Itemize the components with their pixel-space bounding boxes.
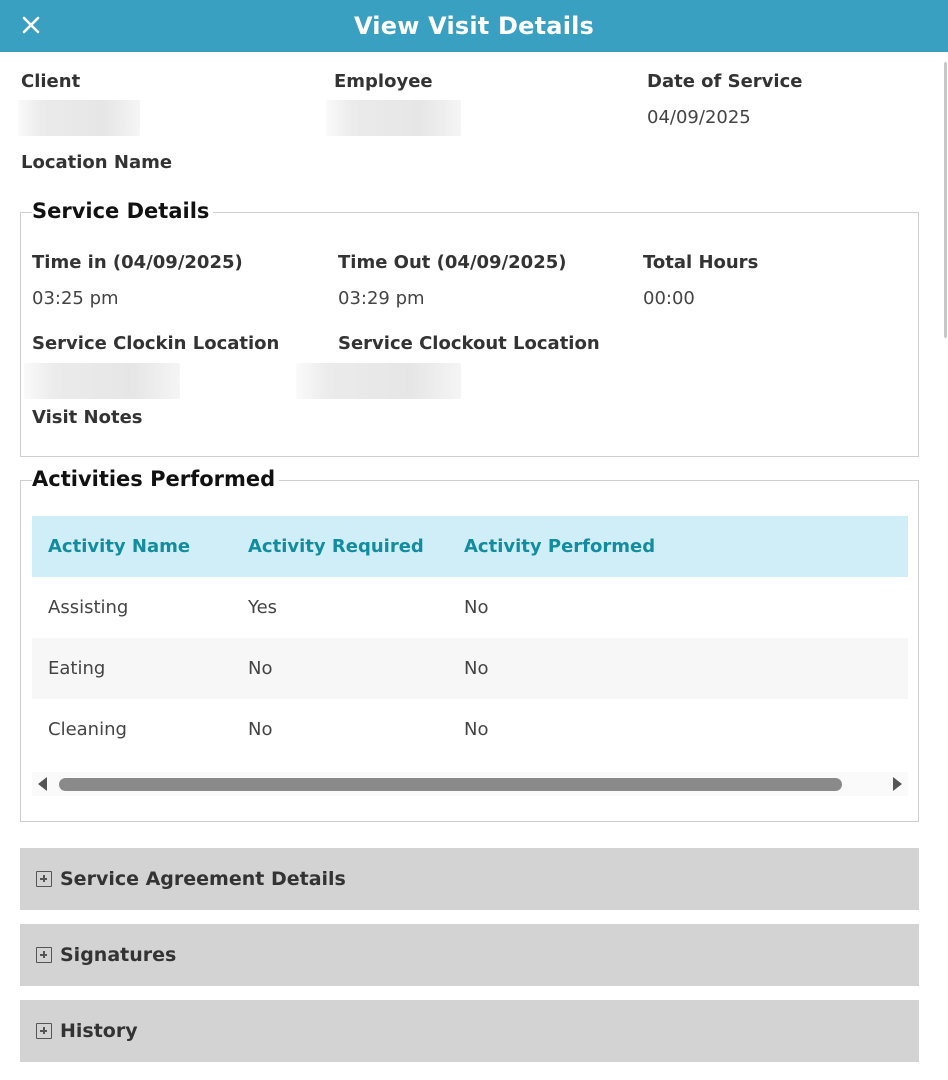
activities-table (32, 516, 908, 760)
vertical-scrollbar[interactable] (942, 58, 948, 338)
table-row (32, 638, 908, 699)
close-icon[interactable] (18, 12, 44, 38)
visit-notes-label: Visit Notes (32, 407, 143, 428)
accordion-label: Service Agreement Details (60, 868, 346, 890)
client-value-redacted (18, 100, 140, 136)
activity-name-cell: Eating (48, 658, 106, 679)
employee-value-redacted (326, 100, 461, 136)
table-horizontal-scrollbar[interactable] (32, 772, 908, 796)
time-out-value: 03:29 pm (338, 288, 425, 309)
table-header-row (32, 516, 908, 577)
vertical-scrollbar-thumb[interactable] (944, 62, 947, 338)
client-label: Client (21, 71, 81, 92)
total-hours-value: 00:00 (643, 288, 695, 309)
activity-name-cell: Cleaning (48, 719, 127, 740)
location-name-label: Location Name (21, 152, 173, 173)
time-out-label: Time Out (04/09/2025) (338, 252, 567, 273)
clockout-location-value-redacted (296, 363, 461, 399)
horizontal-scrollbar-thumb[interactable] (59, 778, 842, 791)
clockin-location-label: Service Clockin Location (32, 333, 280, 354)
time-in-value: 03:25 pm (32, 288, 119, 309)
expand-plus-icon (36, 871, 52, 887)
expand-plus-icon (36, 1023, 52, 1039)
activity-name-cell: Assisting (48, 597, 129, 618)
activity-performed-cell: No (464, 658, 489, 679)
activity-required-cell: No (248, 658, 273, 679)
page-title: View Visit Details (353, 12, 595, 40)
accordion-signatures[interactable] (20, 924, 919, 986)
accordion-service-agreement-details[interactable] (20, 848, 919, 910)
column-header-activity-name: Activity Name (48, 536, 191, 557)
activity-performed-cell: No (464, 719, 489, 740)
expand-plus-icon (36, 947, 52, 963)
table-row (32, 699, 908, 760)
activities-legend: Activities Performed (32, 467, 279, 491)
modal-header (0, 0, 948, 52)
column-header-activity-required: Activity Required (248, 536, 424, 557)
clockout-location-label: Service Clockout Location (338, 333, 600, 354)
date-of-service-value: 04/09/2025 (647, 107, 751, 128)
accordion-label: Signatures (60, 944, 177, 966)
activity-required-cell: Yes (248, 597, 278, 618)
clockin-location-value-redacted (24, 363, 180, 399)
column-header-activity-performed: Activity Performed (464, 536, 656, 557)
activity-required-cell: No (248, 719, 273, 740)
accordion-label: History (60, 1020, 138, 1042)
accordion-history[interactable] (20, 1000, 919, 1062)
employee-label: Employee (334, 71, 433, 92)
total-hours-label: Total Hours (643, 252, 759, 273)
table-row (32, 577, 908, 638)
service-details-legend: Service Details (32, 199, 213, 223)
date-of-service-label: Date of Service (647, 71, 803, 92)
scroll-right-arrow-icon[interactable] (893, 777, 902, 791)
activity-performed-cell: No (464, 597, 489, 618)
time-in-label: Time in (04/09/2025) (32, 252, 243, 273)
scroll-left-arrow-icon[interactable] (38, 777, 47, 791)
